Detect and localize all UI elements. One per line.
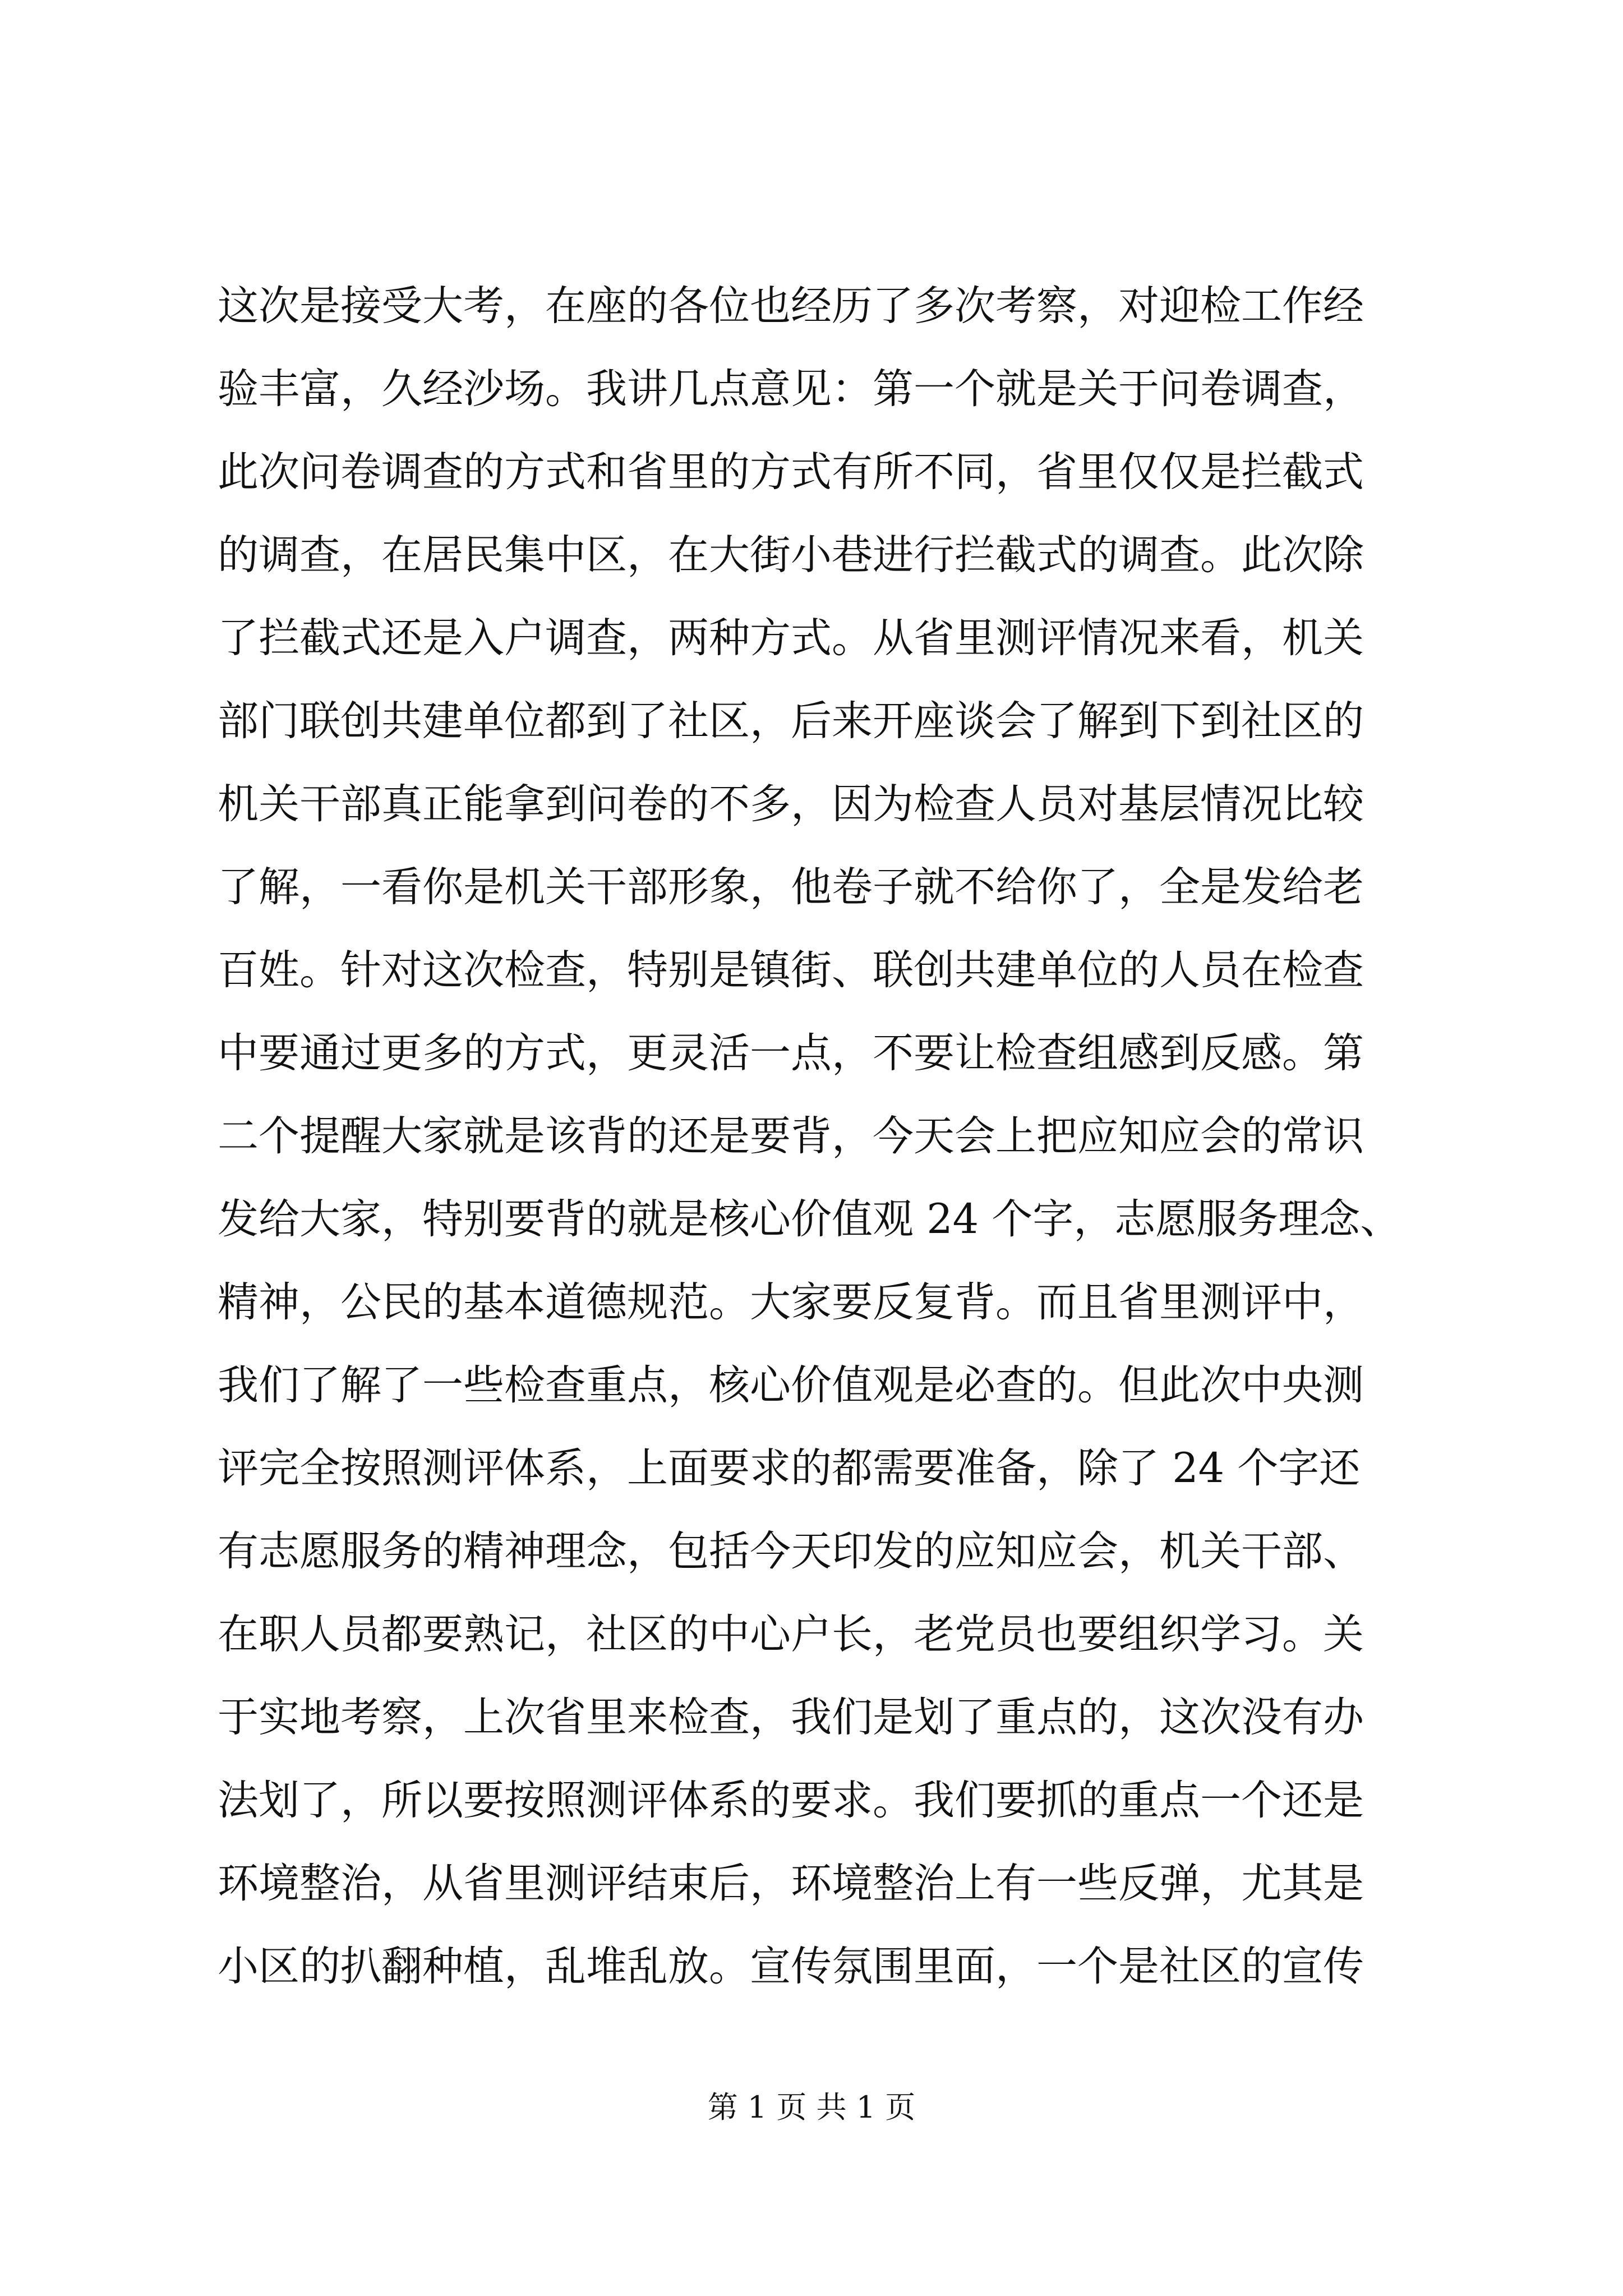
text-line: 了拦截式还是入户调查，两种方式。从省里测评情况来看，机关: [218, 614, 1364, 662]
text-line: 部门联创共建单位都到了社区，后来开座谈会了解到下到社区的: [218, 697, 1364, 745]
text-line: 环境整治，从省里测评结束后，环境整治上有一些反弹，尤其是: [218, 1860, 1364, 1907]
page-footer: 第 1 页 共 1 页: [707, 2090, 916, 2125]
text-line: 我们了解了一些检查重点，核心价值观是必查的。但此次中央测: [218, 1361, 1364, 1409]
text-line: 验丰富，久经沙场。我讲几点意见：第一个就是关于问卷调查，: [218, 365, 1364, 413]
text-line: 了解，一看你是机关干部形象，他卷子就不给你了，全是发给老: [218, 863, 1364, 911]
text-line: 评完全按照测评体系，上面要求的都需要准备，除了 24 个字还: [218, 1444, 1361, 1492]
text-line: 法划了，所以要按照测评体系的要求。我们要抓的重点一个还是: [218, 1777, 1364, 1824]
text-line: 小区的扒翻种植，乱堆乱放。宣传氛围里面，一个是社区的宣传: [218, 1943, 1364, 1990]
text-line: 这次是接受大考，在座的各位也经历了多次考察，对迎检工作经: [218, 282, 1364, 330]
text-line: 的调查，在居民集中区，在大街小巷进行拦截式的调查。此次除: [218, 531, 1364, 579]
body-text: [218, 265, 1423, 2008]
text-line: 于实地考察，上次省里来检查，我们是划了重点的，这次没有办: [218, 1694, 1364, 1741]
text-line: 百姓。针对这次检查，特别是镇街、联创共建单位的人员在检查: [218, 946, 1364, 994]
text-line: 发给大家，特别要背的就是核心价值观 24 个字，志愿服务理念、: [218, 1195, 1401, 1243]
text-line: 有志愿服务的精神理念，包括今天印发的应知应会，机关干部、: [218, 1527, 1364, 1575]
text-line: 此次问卷调查的方式和省里的方式有所不同，省里仅仅是拦截式: [218, 448, 1364, 496]
text-line: 在职人员都要熟记，社区的中心户长，老党员也要组织学习。关: [218, 1611, 1364, 1658]
text-line: 精神，公民的基本道德规范。大家要反复背。而且省里测评中，: [218, 1278, 1364, 1326]
text-line: 机关干部真正能拿到问卷的不多，因为检查人员对基层情况比较: [218, 780, 1364, 828]
text-line: 中要通过更多的方式，更灵活一点，不要让检查组感到反感。第: [218, 1029, 1364, 1077]
text-line: 二个提醒大家就是该背的还是要背，今天会上把应知应会的常识: [218, 1112, 1364, 1160]
